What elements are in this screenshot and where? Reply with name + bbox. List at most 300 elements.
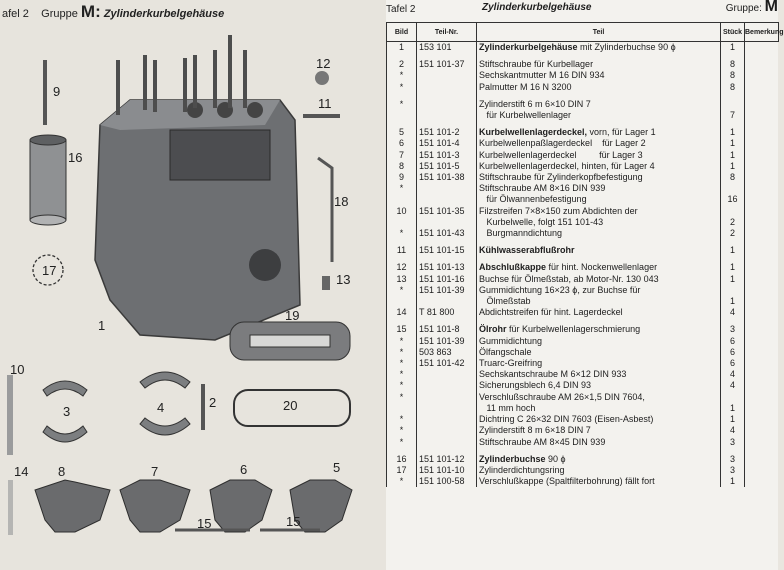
table-row [387,437,779,448]
table-row [387,425,779,436]
stueck-cell: 3 [721,454,745,465]
teil-cell [477,414,721,425]
teil-cell [477,217,721,228]
bild-cell: 14 [387,307,417,318]
bild-cell [387,194,417,205]
teil-nr-cell: 151 101-13 [417,262,477,273]
part-description: Sechskantschraube M 6×12 DIN 933 [479,369,627,380]
diagram-label: 16 [68,150,83,165]
tafel-label: afel 2 [2,8,29,20]
bemerkung-cell [745,228,779,239]
teil-nr-cell: 151 101-2 [417,127,477,138]
bemerkung-cell [745,380,779,391]
teil-cell [477,274,721,285]
dipstick-18 [318,158,332,262]
bemerkung-cell [745,59,779,70]
stueck-cell: 1 [721,414,745,425]
teil-nr-cell [417,437,477,448]
teil-nr-cell: 503 863 [417,347,477,358]
bemerkung-cell [745,99,779,110]
gruppe-header [726,0,778,16]
table-row [387,228,779,239]
diagram-label: 15 [286,514,301,529]
diagram-page [0,0,386,570]
table-row [387,245,779,256]
table-row [387,296,779,307]
teil-nr-cell [417,99,477,110]
bemerkung-cell [745,110,779,121]
table-row [387,172,779,183]
diagram-label: 18 [334,194,349,209]
table-row [387,414,779,425]
diagram-label: 17 [42,263,57,278]
stueck-cell [721,183,745,194]
teil-nr-cell [417,403,477,414]
stueck-cell: 1 [721,161,745,172]
bild-cell: * [387,285,417,296]
bild-cell: * [387,183,417,194]
bemerkung-cell [745,307,779,318]
diagram-label: 2 [209,395,217,410]
bemerkung-cell [745,206,779,217]
bemerkung-cell [745,150,779,161]
bild-cell: 11 [387,245,417,256]
diagram-label: 6 [240,462,248,477]
parts-list-page [386,0,784,570]
bild-cell: 16 [387,454,417,465]
table-row [387,380,779,391]
table-row [387,82,779,93]
teil-cell [477,425,721,436]
gruppe-letter: M [764,0,778,15]
teil-cell [477,358,721,369]
part-description: Gummidichtung 16×23 ϕ, zur Buchse für [479,284,641,295]
gruppe-letter: M: [80,2,101,21]
teil-nr-cell [417,414,477,425]
part-description: Buchse für Ölmeßstab, ab Motor-Nr. 130 043 [479,273,659,284]
teil-nr-cell [417,70,477,81]
part-description: Stiftschraube AM 8×16 DIN 939 [479,183,606,194]
table-row [387,99,779,110]
part-description: Ölmeßstab [479,296,531,307]
teil-cell [477,183,721,194]
part-name-bold: Ölrohr [479,324,507,335]
bild-cell [387,217,417,228]
teil-cell [477,392,721,403]
part-description: für Kurbelwellenlager [479,110,572,121]
bearing-caps [35,480,352,532]
teil-cell [477,161,721,172]
bearing-shell-3-top [43,381,87,396]
table-row [387,369,779,380]
part-description: Zylinderdichtungsring [479,464,565,475]
part-description: Kurbelwellenpaßlagerdeckel für Lager 2 [479,138,646,149]
teil-nr-cell [417,296,477,307]
part-name-bold: Zylinderkurbelgehäuse [479,42,578,52]
part-description: für Ölwannenbefestigung [479,194,587,205]
stueck-cell: 4 [721,369,745,380]
bild-cell: * [387,380,417,391]
part-description: vorn, für Lager 1 [587,127,656,138]
part-description: Zylinderstift 8 m 6×18 DIN 7 [479,425,591,436]
teil-cell [477,369,721,380]
bild-cell: * [387,347,417,358]
teil-nr-cell: 151 101-39 [417,285,477,296]
bild-cell: * [387,228,417,239]
stueck-cell: 4 [721,425,745,436]
teil-nr-cell: 151 101-12 [417,454,477,465]
bild-cell: * [387,358,417,369]
part-description: Abdichtstreifen für hint. Lagerdeckel [479,307,623,318]
stueck-cell: 2 [721,217,745,228]
bemerkung-cell [745,403,779,414]
teil-nr-cell [417,380,477,391]
part-description: Filzstreifen 7×8×150 zum Abdichten der [479,205,638,216]
table-row [387,324,779,335]
stueck-cell: 1 [721,274,745,285]
stueck-cell: 1 [721,42,745,54]
table-row [387,476,779,487]
col-teil-nr: Teil-Nr. [417,23,477,42]
part-description: Stiftschraube für Kurbellager [479,59,594,70]
stueck-cell: 3 [721,324,745,335]
part-description: Kurbelwellenlagerdeckel, hinten, für Lager 4 [479,160,655,171]
teil-nr-cell: 151 101-8 [417,324,477,335]
stueck-cell: 2 [721,228,745,239]
bild-cell: * [387,437,417,448]
teil-nr-cell: 151 101-43 [417,228,477,239]
table-row [387,206,779,217]
left-page-title: Zylinderkurbelgehäuse [103,8,225,20]
bemerkung-cell [745,217,779,228]
strip-14 [8,480,13,535]
col-teil: Teil [477,23,721,42]
teil-cell [477,476,721,487]
table-row [387,183,779,194]
bearing-shell-4-top [140,372,190,388]
bild-cell: 5 [387,127,417,138]
part-name-bold: Zylinderbuchse [479,453,546,464]
part-description: Palmutter M 16 N 3200 [479,81,572,92]
stueck-cell: 8 [721,172,745,183]
stueck-cell: 3 [721,437,745,448]
bild-cell: * [387,425,417,436]
bild-cell: 17 [387,465,417,476]
stueck-cell: 1 [721,476,745,487]
bild-cell [387,403,417,414]
bild-cell: * [387,82,417,93]
bild-cell: 10 [387,206,417,217]
stueck-cell: 1 [721,127,745,138]
stueck-cell [721,206,745,217]
teil-nr-cell: 151 100-58 [417,476,477,487]
part-description: Burgmanndichtung [479,228,563,239]
teil-cell [477,228,721,239]
diagram-label: 8 [58,464,66,479]
bearing-shell-4-bottom [140,418,190,435]
bemerkung-cell [745,194,779,205]
diagram-label: 9 [53,84,61,99]
bemerkung-cell [745,285,779,296]
bild-cell: 2 [387,59,417,70]
part-description: Dichtring C 26×32 DIN 7603 (Eisen-Asbest) [479,414,654,425]
bemerkung-cell [745,476,779,487]
bearing-shell-3-bottom [43,426,87,442]
bild-cell: 13 [387,274,417,285]
col-stueck: Stück [721,23,745,42]
part-description: Stiftschraube für Zylinderkopfbefestigung [479,172,643,183]
teil-nr-cell [417,183,477,194]
table-row [387,262,779,273]
teil-cell [477,336,721,347]
teil-nr-cell: 151 101-42 [417,358,477,369]
teil-nr-cell: 151 101-3 [417,150,477,161]
diagram-label: 5 [333,460,341,475]
gruppe-label: Gruppe: [725,3,762,14]
teil-cell [477,110,721,121]
stueck-cell: 4 [721,380,745,391]
diagram-label: 11 [318,96,332,111]
teil-cell [477,380,721,391]
bild-cell: 9 [387,172,417,183]
bild-cell: 12 [387,262,417,273]
teil-nr-cell: 151 101-16 [417,274,477,285]
teil-cell [477,138,721,149]
bemerkung-cell [745,82,779,93]
stueck-cell: 1 [721,150,745,161]
table-row [387,161,779,172]
stueck-cell: 8 [721,82,745,93]
bild-cell: * [387,70,417,81]
table-row [387,392,779,403]
teil-cell [477,70,721,81]
table-row [387,358,779,369]
bild-cell: 1 [387,42,417,54]
bemerkung-cell [745,437,779,448]
bemerkung-cell [745,127,779,138]
bemerkung-cell [745,42,779,54]
bild-cell [387,296,417,307]
diagram-label: 14 [14,464,29,479]
bemerkung-cell [745,358,779,369]
stueck-cell: 4 [721,307,745,318]
part-description: Zylinderstift 6 m 6×10 DIN 7 [479,98,591,109]
felt-strip-10 [7,375,13,455]
stueck-cell: 1 [721,403,745,414]
part-name-bold: Kühlwasserabflußrohr [479,245,575,256]
gruppe-label: Gruppe [41,8,78,20]
teil-nr-cell: 151 101-5 [417,161,477,172]
teil-cell [477,262,721,273]
table-row [387,150,779,161]
bemerkung-cell [745,161,779,172]
parts-table-body [387,42,779,488]
cylinder-liner [30,135,66,225]
part-name-bold: Abschlußkappe [479,262,547,273]
bemerkung-cell [745,414,779,425]
table-row [387,42,779,54]
teil-cell [477,296,721,307]
teil-nr-cell [417,392,477,403]
diagram-label: 1 [98,318,106,333]
diagram-label: 3 [63,404,71,419]
bemerkung-cell [745,70,779,81]
teil-nr-cell: 151 101-37 [417,59,477,70]
teil-cell [477,42,721,54]
part-description: Verschlußschraube AM 26×1,5 DIN 7604, [479,391,645,402]
table-row [387,403,779,414]
stueck-cell: 1 [721,245,745,256]
teil-nr-cell [417,82,477,93]
bemerkung-cell [745,392,779,403]
teil-nr-cell: T 81 800 [417,307,477,318]
teil-nr-cell: 151 101-39 [417,336,477,347]
teil-nr-cell [417,425,477,436]
bild-cell: * [387,476,417,487]
stueck-cell [721,99,745,110]
bild-cell: * [387,99,417,110]
teil-cell [477,403,721,414]
teil-cell [477,465,721,476]
table-row [387,127,779,138]
table-row [387,110,779,121]
teil-cell [477,59,721,70]
teil-cell [477,285,721,296]
part-description: Sicherungsblech 6,4 DIN 93 [479,380,592,391]
stueck-cell [721,392,745,403]
bemerkung-cell [745,369,779,380]
table-row [387,347,779,358]
bemerkung-cell [745,274,779,285]
part-description: Ölfangschale [479,346,532,357]
stueck-cell: 1 [721,262,745,273]
stueck-cell: 16 [721,194,745,205]
part-description: Stiftschraube AM 8×45 DIN 939 [479,436,606,447]
teil-nr-cell [417,369,477,380]
teil-cell [477,437,721,448]
bemerkung-cell [745,336,779,347]
diagram-label: 12 [316,56,331,71]
table-row [387,454,779,465]
teil-cell [477,245,721,256]
stueck-cell: 7 [721,110,745,121]
table-row [387,336,779,347]
teil-nr-cell [417,110,477,121]
teil-nr-cell: 151 101-15 [417,245,477,256]
bemerkung-cell [745,454,779,465]
bemerkung-cell [745,245,779,256]
col-bild: Bild [387,23,417,42]
stueck-cell: 8 [721,59,745,70]
crankcase-block [95,35,300,340]
table-row [387,138,779,149]
diagram-label: 7 [151,464,159,479]
diagram-label: 15 [197,516,212,531]
gasket-19 [230,322,350,360]
part-name-bold: Kurbelwellenlagerdeckel, [479,127,588,138]
teil-nr-cell: 151 101-10 [417,465,477,476]
bemerkung-cell [745,183,779,194]
teil-nr-cell [417,217,477,228]
part-description: Truarc-Greifring [479,358,543,369]
part-description: Sechskantmutter M 16 DIN 934 [479,70,605,81]
diagram-label: 13 [336,272,351,287]
part-description: Kurbelwellenlagerdeckel für Lager 3 [479,149,643,160]
tafel-label: Tafel 2 [386,4,416,15]
col-bemerkung: Bemerkung [745,23,779,42]
parts-table [386,22,784,487]
teil-cell [477,194,721,205]
part-description: 90 ϕ [545,453,566,464]
teil-nr-cell [417,194,477,205]
table-row [387,217,779,228]
bild-cell: * [387,392,417,403]
bild-cell: 15 [387,324,417,335]
diagram-label: 19 [285,308,300,323]
teil-nr-cell: 151 101-4 [417,138,477,149]
teil-cell [477,454,721,465]
table-row [387,70,779,81]
bild-cell: 7 [387,150,417,161]
bild-cell: 6 [387,138,417,149]
diagram-label: 4 [157,400,165,415]
bild-cell: 8 [387,161,417,172]
part-description: Verschlußkappe (Spaltfilterbohrung) fällt fort [479,476,655,487]
bild-cell [387,110,417,121]
teil-cell [477,206,721,217]
bemerkung-cell [745,262,779,273]
part-description: mit Zylinderbuchse 90 ϕ [577,42,676,52]
stueck-cell: 6 [721,336,745,347]
teil-nr-cell: 151 101-38 [417,172,477,183]
teil-cell [477,324,721,335]
stueck-cell: 1 [721,138,745,149]
stueck-cell: 8 [721,70,745,81]
teil-cell [477,307,721,318]
stueck-cell: 6 [721,358,745,369]
table-row [387,465,779,476]
bild-cell: * [387,336,417,347]
bild-cell: * [387,414,417,425]
bemerkung-cell [745,425,779,436]
teil-cell [477,99,721,110]
stueck-cell: 1 [721,296,745,307]
table-row [387,59,779,70]
stueck-cell: 6 [721,347,745,358]
cap-12 [315,71,329,85]
bemerkung-cell [745,465,779,476]
part-description: für hint. Nockenwellenlager [546,262,658,273]
stueck-cell: 3 [721,465,745,476]
part-description: für Kurbelwellenlagerschmierung [506,324,641,335]
teil-cell [477,347,721,358]
table-row [387,274,779,285]
table-header-row [387,23,779,42]
teil-cell [477,127,721,138]
teil-cell [477,82,721,93]
bemerkung-cell [745,172,779,183]
table-row [387,194,779,205]
teil-nr-cell: 153 101 [417,42,477,54]
part-description: Gummidichtung [479,335,543,346]
bemerkung-cell [745,296,779,307]
bemerkung-cell [745,324,779,335]
table-row [387,285,779,296]
part-description: 11 mm hoch [479,402,536,413]
page-title: Zylinderkurbelgehäuse [482,2,592,13]
bushing-13 [322,276,330,290]
stueck-cell [721,285,745,296]
